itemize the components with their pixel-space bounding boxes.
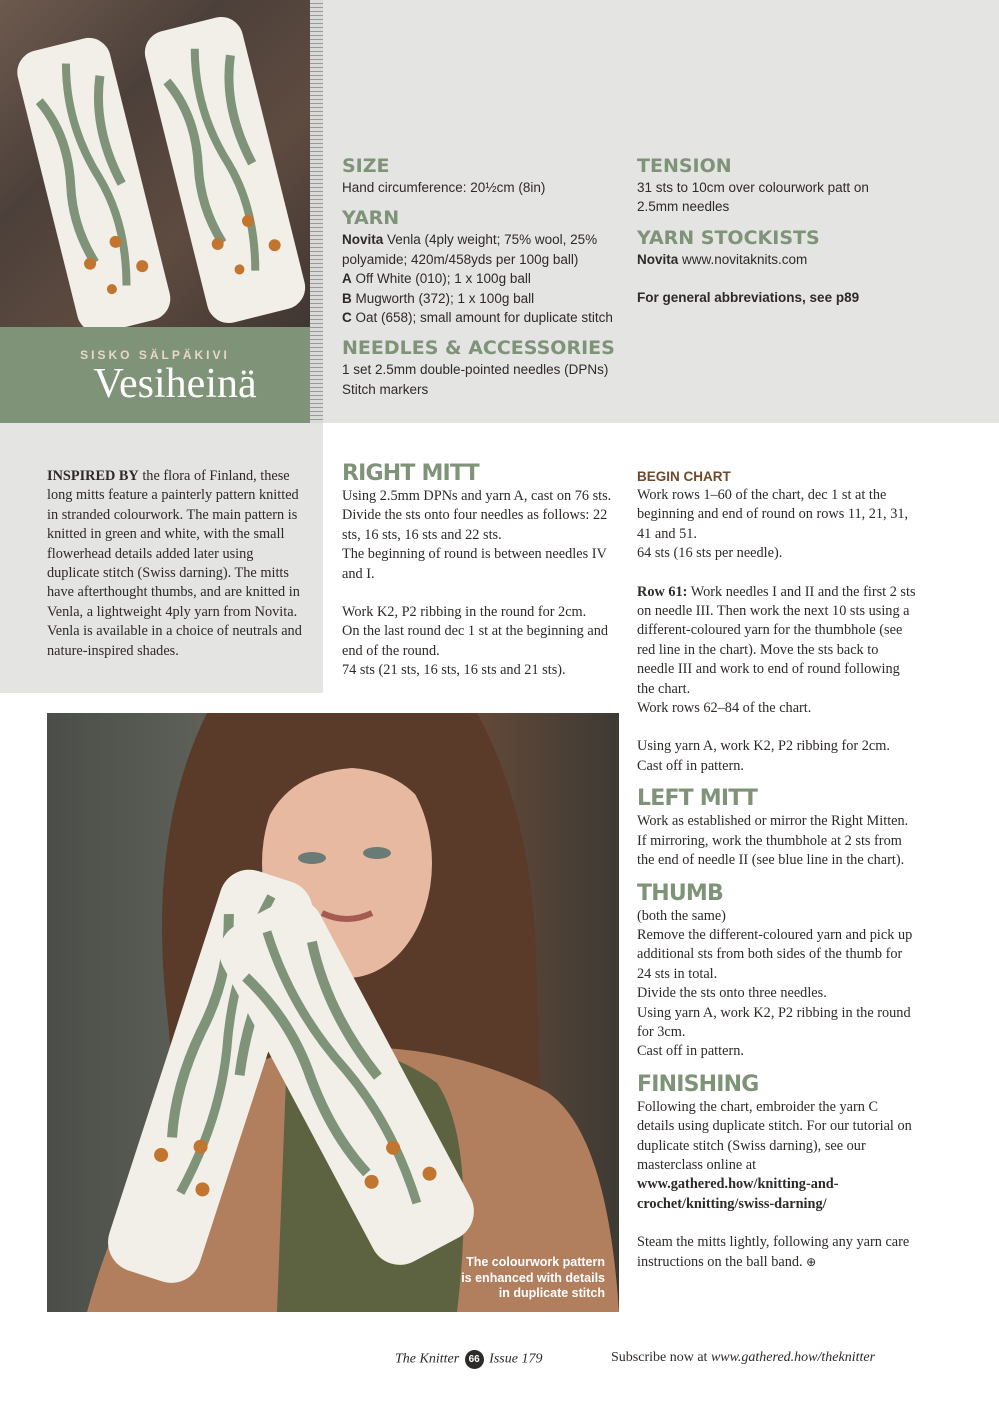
stockists-brand: Novita: [637, 251, 679, 267]
begin-chart-p3: Work rows 62–84 of the chart.: [637, 700, 812, 717]
thumb-p5: Cast off in pattern.: [637, 1043, 744, 1060]
right-mitt-p6: 74 sts (21 sts, 16 sts, 16 sts and 21 sts).: [342, 662, 566, 679]
pattern-title: Vesiheinä: [93, 361, 257, 407]
intro-body: the flora of Finland, these long mitts feature a painterly pattern knitted in stranded colourwork. The main pattern is knitted in green and white, with the small flowerhead details added later using duplicate stitch (Swiss darning). The mitts have afterthought thumbs, and are knitted in Venla, a lightweight 4ply yarn from Novita. Venla is available in a choice of neutrals and nature-inspired shades.: [47, 468, 302, 659]
mitts-flatlay-photo: [0, 0, 312, 327]
row-61: [637, 583, 917, 699]
right-mitt-p3: The beginning of round is between needles IV and I.: [342, 546, 607, 582]
begin-chart-heading: BEGIN CHART: [637, 469, 731, 484]
size-heading: SIZE: [342, 155, 390, 177]
needles-2: Stitch markers: [342, 381, 429, 397]
right-mitt-p4: Work K2, P2 ribbing in the round for 2cm.: [342, 604, 587, 621]
finishing-p1: Following the chart, embroider the yarn C details using duplicate stitch. For our tutorial on duplicate stitch (Swiss darning), see our masterclass online at: [637, 1098, 912, 1173]
begin-chart-p5: Cast off in pattern.: [637, 757, 744, 774]
right-mitt-p2: Divide the sts onto four needles as follows: 22 sts, 16 sts, 16 sts and 22 sts.: [342, 507, 608, 543]
row-61-text: Work needles I and II and the first 2 sts on needle III. Then work the next 10 sts using a different-coloured yarn for the thumbhole (see red line in the chart). Move the sts back to needle III and work to end of round following the chart.: [637, 583, 916, 697]
yarn-desc-text: Venla (4ply weight; 75% wool, 25% polyamide; 420m/458yds per 100g ball): [342, 232, 598, 267]
yarn-b-text: Mugworth (372); 1 x 100g ball: [351, 290, 535, 306]
model-photo: [47, 713, 619, 1312]
stockists-url[interactable]: www.novitaknits.com: [678, 251, 808, 267]
end-mark-icon: ⊕: [806, 1254, 817, 1269]
left-mitt-heading: LEFT MITT: [637, 786, 758, 812]
left-mitt-p2: If mirroring, work the thumbhole at 2 sts from the end of needle II (see blue line in the chart).: [637, 832, 905, 869]
specs-left: [342, 154, 622, 399]
footer-subscribe: [611, 1350, 875, 1366]
intro-lead: INSPIRED BY: [47, 468, 139, 484]
yarn-b: [342, 289, 622, 308]
finishing-url[interactable]: www.gathered.how/knitting-and-crochet/knitting/swiss-darning/: [637, 1176, 839, 1212]
subscribe-label: Subscribe now at: [611, 1350, 711, 1365]
instructions-right-column: [637, 467, 917, 1272]
yarn-b-key: B: [342, 290, 352, 306]
stockists-text: [637, 250, 892, 269]
yarn-desc: [342, 230, 622, 269]
intro-text: [47, 467, 309, 661]
stockists-heading: YARN STOCKISTS: [637, 226, 820, 249]
title-box: [0, 327, 310, 423]
yarn-c-text: Oat (658); small amount for duplicate stitch: [351, 310, 613, 326]
designer-name: SISKO SÄLPÄKIVI: [80, 348, 230, 362]
issue-number: Issue 179: [489, 1351, 543, 1367]
needles-1: 1 set 2.5mm double-pointed needles (DPNs): [342, 362, 609, 378]
yarn-brand: Novita: [342, 232, 384, 248]
size-text: Hand circumference: 20½cm (8in): [342, 180, 546, 195]
specs-right: [637, 154, 892, 308]
begin-chart-p2: 64 sts (16 sts per needle).: [637, 545, 783, 562]
footer-issue: [395, 1350, 542, 1369]
right-mitt-p5: On the last round dec 1 st at the beginning and end of the round.: [342, 623, 609, 659]
yarn-c-key: C: [342, 310, 352, 326]
tension-text: 31 sts to 10cm over colourwork patt on 2.5mm needles: [637, 180, 869, 215]
right-mitt-heading: RIGHT MITT: [342, 461, 479, 486]
thumb-p3: Divide the sts onto three needles.: [637, 985, 827, 1002]
yarn-a: [342, 269, 622, 288]
thumb-heading: THUMB: [637, 880, 723, 906]
magazine-name: The Knitter: [395, 1351, 460, 1367]
yarn-heading: YARN: [342, 207, 400, 230]
thumb-p2: Remove the different-coloured yarn and pick up additional sts from both sides of the thumb for 24 sts in total.: [637, 926, 913, 982]
yarn-a-key: A: [342, 271, 352, 287]
thumb-p4: Using yarn A, work K2, P2 ribbing in the round for 3cm.: [637, 1004, 911, 1040]
finishing-p2-text: Steam the mitts lightly, following any yarn care instructions on the ball band.: [637, 1234, 910, 1270]
finishing-heading: FINISHING: [637, 1071, 759, 1097]
thumb-p1: (both the same): [637, 907, 726, 924]
mitts-illustration: [0, 0, 312, 327]
yarn-a-text: Off White (010); 1 x 100g ball: [351, 271, 531, 287]
abbreviations-note: For general abbreviations, see p89: [637, 290, 860, 306]
right-mitt-section: [342, 460, 618, 681]
tension-heading: TENSION: [637, 155, 732, 177]
right-mitt-p1: Using 2.5mm DPNs and yarn A, cast on 76 sts.: [342, 488, 612, 504]
model-illustration: [47, 713, 619, 1312]
needles-heading: NEEDLES & ACCESSORIES: [342, 337, 615, 360]
yarn-c: [342, 308, 622, 327]
subscribe-url[interactable]: www.gathered.how/theknitter: [710, 1350, 876, 1365]
row-61-label: Row 61:: [637, 583, 688, 600]
page-number: 66: [465, 1350, 484, 1369]
begin-chart-p1: Work rows 1–60 of the chart, dec 1 st at the beginning and end of round on rows 11, 21, 31, 41 and 51.: [637, 487, 909, 542]
finishing-p2: [637, 1233, 917, 1272]
left-mitt-p1: Work as established or mirror the Right Mitten.: [637, 813, 909, 830]
begin-chart-p4: Using yarn A, work K2, P2 ribbing for 2cm.: [637, 738, 890, 755]
photo-caption: The colourwork pattern is enhanced with details in duplicate stitch: [461, 1254, 605, 1301]
